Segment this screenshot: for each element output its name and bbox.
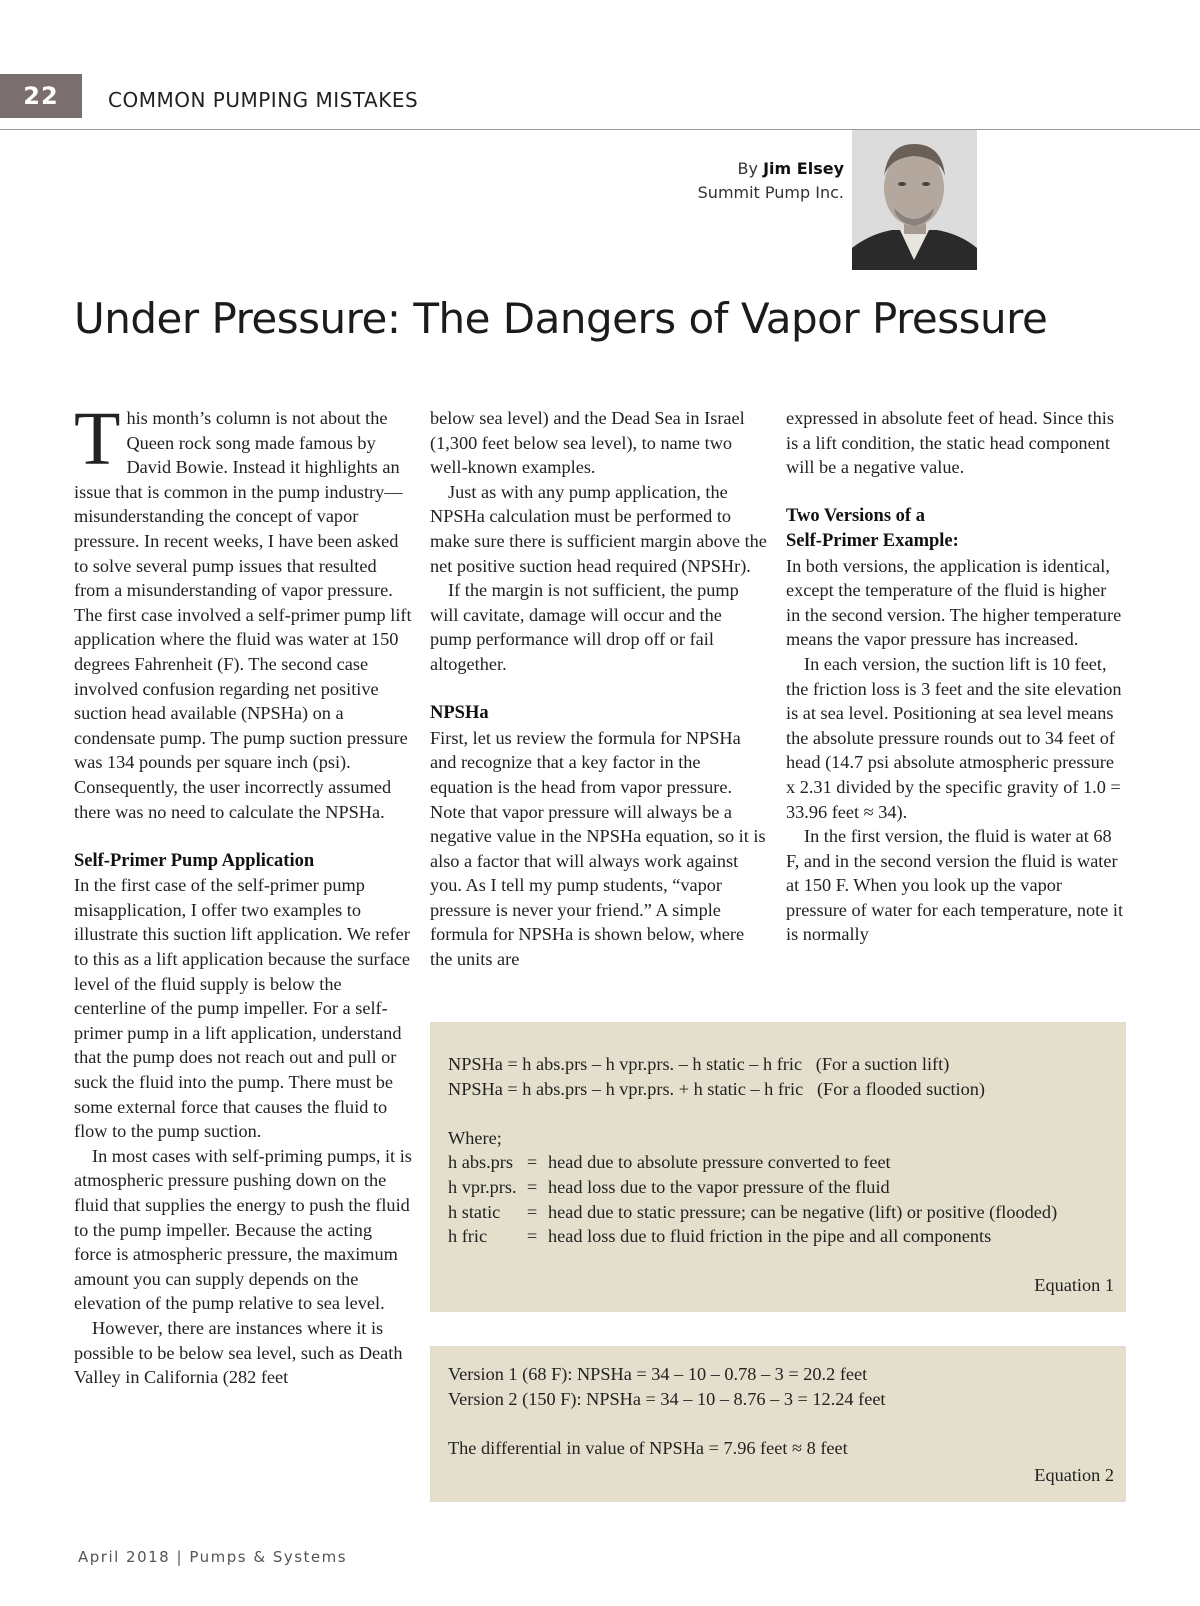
equation-label: Equation 2 [1034, 1465, 1114, 1486]
author-name: Jim Elsey [763, 159, 844, 178]
section-title: COMMON PUMPING MISTAKES [108, 88, 419, 112]
intro-paragraph [74, 397, 412, 824]
author-photo [852, 130, 977, 270]
equation-1-box [430, 1022, 1126, 1312]
definition-row: h abs.prs = head due to absolute pressure converted to feet [448, 1152, 891, 1173]
issue-date: April 2018 [78, 1548, 171, 1566]
paragraph: In the first case of the self-primer pump misapplication, I offer two examples to illustrate this suction lift application. We refer to this as a lift application because the surface level of the fluid supply is below the centerline of the pump impeller. For a self-primer pump in a lift application, understand that the pump does not reach out and pull or suck the fluid into the pump. There must be some external force that causes the fluid to flow to the pump suction. [74, 875, 411, 1142]
paragraph: expressed in absolute feet of head. Since this is a lift condition, the static head component will be a negative value. [786, 408, 1114, 478]
paragraph: In most cases with self-priming pumps, it is atmospheric pressure pushing down on the fluid that supplies the energy to push the fluid to the pump impeller. Because the acting force is atmospheric pressure, the maximum amount you can supply depends on the elevation of the pump relative to sea level. [74, 1145, 412, 1314]
equation-2-box [430, 1346, 1126, 1502]
paragraph: First, let us review the formula for NPSHa and recognize that a key factor in the equation is the head from vapor pressure. Note that vapor pressure will always be a negative value in the NPSHa equation, so it is also a factor that will always work against you. As I tell my pump students, “vapor pressure is never your friend.” A simple formula for NPSHa is shown below, where the units are [430, 727, 766, 970]
intro-text: his month’s column is not about the Queen rock song made famous by David Bowie. Instead it highlights an issue that is common in the pump industry—misunderstanding the concept of vapor pressure. In recent weeks, I have been asked to solve several pump issues that resulted from a misunderstanding of vapor pressure. The first case involved a self-primer pump lift application where the fluid was water at 150 degrees Fahrenheit (F). The second case involved confusion regarding net positive suction head available (NPSHa) on a condensate pump. The pump suction pressure was 134 pounds per square inch (psi). Consequently, the user incorrectly assumed there was no need to calculate the NPSHa. [74, 408, 412, 822]
paragraph: below sea level) and the Dead Sea in Israel (1,300 feet below sea level), to name two well-known examples. [430, 408, 745, 478]
byline [698, 157, 844, 205]
paragraph: However, there are instances where it is possible to be below sea level, such as Death Valley in California (282 feet [74, 1317, 403, 1388]
section-heading: Self-Primer Pump Application [74, 850, 315, 871]
publication-name: Pumps & Systems [189, 1548, 348, 1566]
footer-separator: | [176, 1548, 184, 1566]
page-footer [78, 1548, 347, 1566]
definition-row: h static = head due to static pressure; can be negative (lift) or positive (flooded) [448, 1201, 1058, 1222]
paragraph: In the first version, the fluid is water at 68 F, and in the second version the fluid is water at 150 F. When you look up the vapor pressure of water for each temperature, note it is normally [786, 826, 1124, 945]
article-title: Under Pressure: The Dangers of Vapor Pressure [74, 294, 1048, 343]
byline-prefix: By [737, 159, 758, 178]
paragraph: In both versions, the application is identical, except the temperature of the fluid is higher in the second version. The higher temperature means the vapor pressure has increased. [786, 555, 1122, 650]
equation-line: Version 1 (68 F): NPSHa = 34 – 10 – 0.78 – 3 = 20.2 feet [448, 1364, 868, 1384]
author-company: Summit Pump Inc. [697, 183, 844, 202]
equation-line: The differential in value of NPSHa = 7.96 feet ≈ 8 feet [448, 1437, 848, 1458]
paragraph: Just as with any pump application, the NPSHa calculation must be performed to make sure there is sufficient margin above the net positive suction head required (NPSHr). [430, 481, 767, 576]
where-label: Where; [448, 1127, 502, 1148]
equation-label: Equation 1 [1034, 1275, 1114, 1296]
section-heading: Two Versions of a Self-Primer Example: [786, 506, 959, 551]
page-number: 22 [0, 74, 82, 118]
article-column-2 [430, 406, 768, 972]
header-divider [0, 129, 1200, 130]
drop-cap: T [74, 397, 121, 481]
article-column-3 [786, 406, 1124, 947]
equation-line: NPSHa = h abs.prs – h vpr.prs. – h static – h fric (For a suction lift) [448, 1054, 950, 1074]
section-heading: NPSHa [430, 703, 489, 724]
paragraph: If the margin is not sufficient, the pump will cavitate, damage will occur and the pump performance will drop off or fail altogether. [430, 580, 739, 674]
definition-row: h fric = head loss due to fluid friction in the pipe and all components [448, 1226, 992, 1247]
equation-line: NPSHa = h abs.prs – h vpr.prs. + h static – h fric (For a flooded suction) [448, 1078, 985, 1099]
definition-row: h vpr.prs. = head loss due to the vapor pressure of the fluid [448, 1176, 890, 1197]
paragraph: In each version, the suction lift is 10 feet, the friction loss is 3 feet and the site elevation is at sea level. Positioning at sea level means the absolute pressure rounds out to 34 feet of head (14.7 psi absolute atmospheric pressure x 2.31 divided by the specific gravity of 1.0 = 33.96 feet ≈ 34). [786, 653, 1122, 822]
equation-line: Version 2 (150 F): NPSHa = 34 – 10 – 8.76 – 3 = 12.24 feet [448, 1388, 886, 1409]
article-column-1 [74, 397, 412, 1390]
